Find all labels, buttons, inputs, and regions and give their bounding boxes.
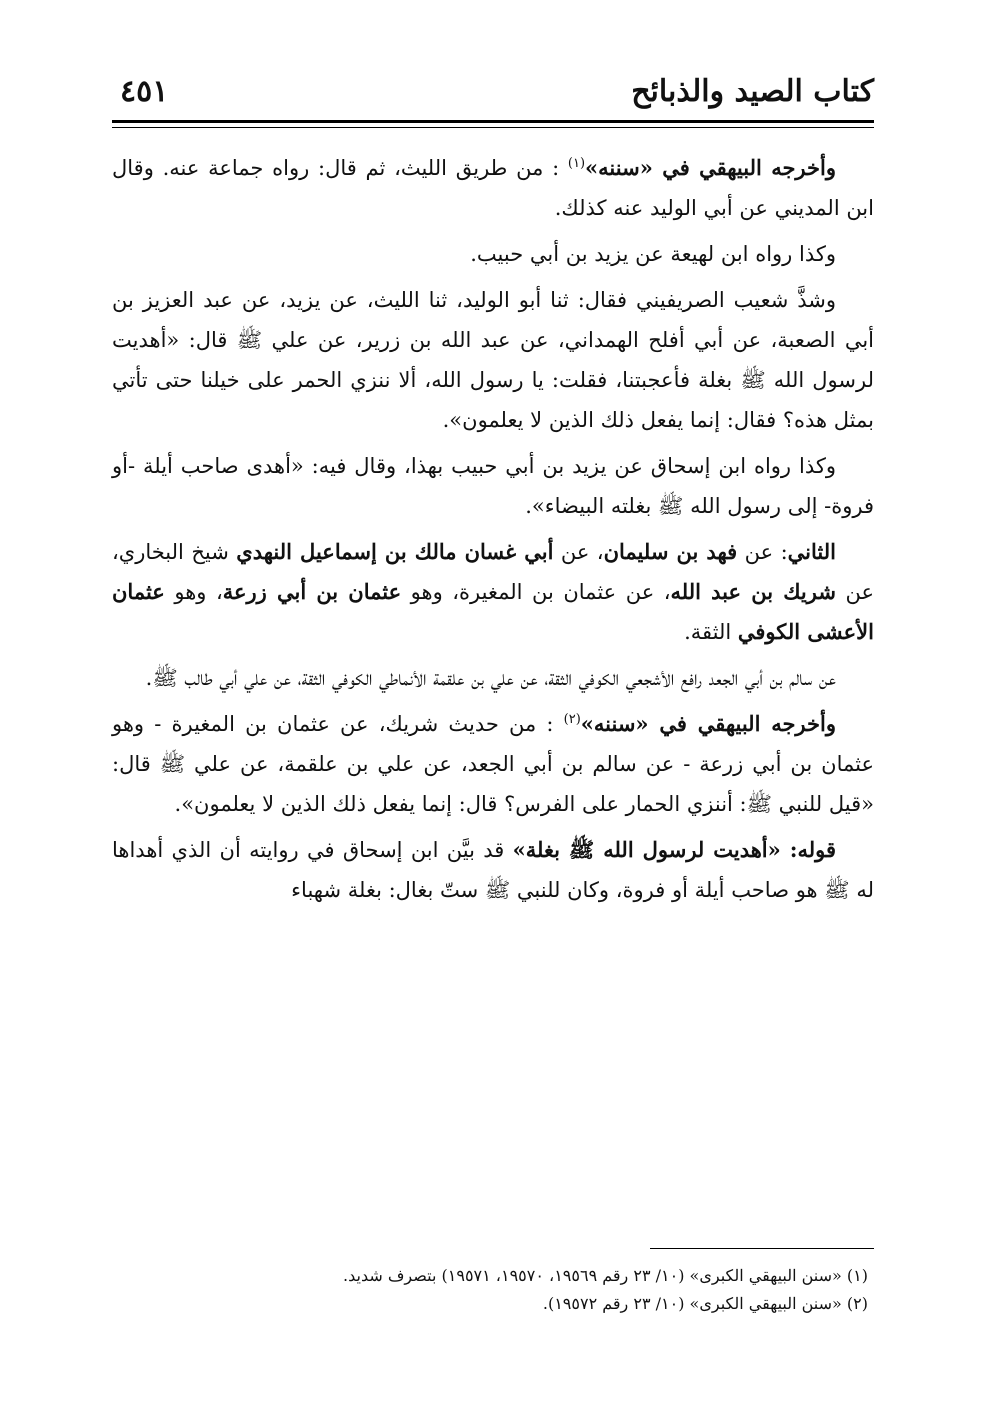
footnote: (١) «سنن البيهقي الكبرى» (١٠/ ٢٣ رقم ١٩٥٦٩، ١٩٥٧٠، ١٩٥٧١) بتصرف شديد. [343,1266,868,1285]
bold-text: وأخرجه البيهقي في «سننه» [580,711,836,736]
paragraph [112,532,874,652]
bold-text: أبي غسان مالك بن إسماعيل النهدي [236,539,554,564]
paragraph [112,446,874,526]
text-run: : من حديث شريك، عن عثمان بن المغيرة - وهو عثمان بن أبي زرعة - عن سالم بن أبي الجعد، عن علي بن علقمة، عن علي ﷺ قال: «قيل للنبي ﷺ: أننزي الحمار على الفرس؟ قال: إنما يفعل ذلك الذين لا يعلمون». [112,712,874,816]
text-run: وشذَّ شعيب الصريفيني فقال: ثنا أبو الوليد، ثنا الليث، عن يزيد، عن عبد العزيز بن أبي الصعبة، عن أبي أفلح الهمداني، عن عبد الله بن زرير، عن علي ﷺ قال: «أهديت لرسول الله ﷺ بغلة فأعجبتنا، فقلت: يا رسول الله، ألا ننزي الحمر على خيلنا حتى تأتي بمثل هذه؟ فقال: إنما يفعل ذلك الذين لا يعلمون». [112,288,874,432]
footnote-separator [650,1248,874,1249]
running-title: كتاب الصيد والذبائح [631,74,874,109]
footnote: (٢) «سنن البيهقي الكبرى» (١٠/ ٢٣ رقم ١٩٥٧٢). [542,1294,868,1313]
text-run: ، عن [553,540,604,564]
bold-text: عثمان بن أبي زرعة [222,579,402,604]
text-run: عن سالم بن أبي الجعد رافع الأشجعي الكوفي الثقة، عن علي بن علقمة الأنماطي الكوفي الثقة، عن علي أبي طالب ﷺ. [145,666,836,690]
footnote-ref: (٢) [563,712,581,727]
main-text [112,148,874,916]
paragraph [112,658,874,698]
bold-text: الثاني [787,539,836,564]
footnote-ref: (١) [567,156,586,171]
header-rule-thin [112,127,874,128]
page-number: ٤٥١ [120,74,169,109]
text-run: وكذا رواه ابن إسحاق عن يزيد بن أبي حبيب بهذا، وقال فيه: «أهدى صاحب أيلة -أو فروة- إلى رسول الله ﷺ بغلته البيضاء». [112,454,874,518]
text-run: شيخ البخاري، عن [112,540,874,604]
bold-text: فهد بن سليمان [603,539,738,564]
paragraph [112,830,874,910]
text-run: قد بيَّن ابن إسحاق في روايته أن الذي أهداها له ﷺ هو صاحب أيلة أو فروة، وكان للنبي ﷺ ستّ بغال: بغلة شهباء [112,838,874,902]
bold-text: شريك بن عبد الله [670,579,836,604]
text-run: ، عن عثمان بن المغيرة، وهو [401,580,671,604]
text-run: : عن [737,540,788,564]
bold-text: وأخرجه البيهقي في «سننه» [585,155,836,180]
footnotes [112,1262,874,1318]
paragraph [112,148,874,228]
page-header [112,70,874,118]
paragraph [112,234,874,274]
text-run: ، وهو [164,580,223,604]
bold-text: عثمان الأعشى الكوفي [112,579,874,644]
text-run: وكذا رواه ابن لهيعة عن يزيد بن أبي حبيب. [470,242,836,266]
text-run: الثقة. [684,620,738,644]
header-rule-thick [112,120,874,123]
bold-text: قوله: «أهديت لرسول الله ﷺ بغلة» [512,837,837,862]
paragraph [112,704,874,824]
paragraph [112,280,874,440]
text-run: : من طريق الليث، ثم قال: رواه جماعة عنه. وقال ابن المديني عن أبي الوليد عنه كذلك. [112,156,874,220]
